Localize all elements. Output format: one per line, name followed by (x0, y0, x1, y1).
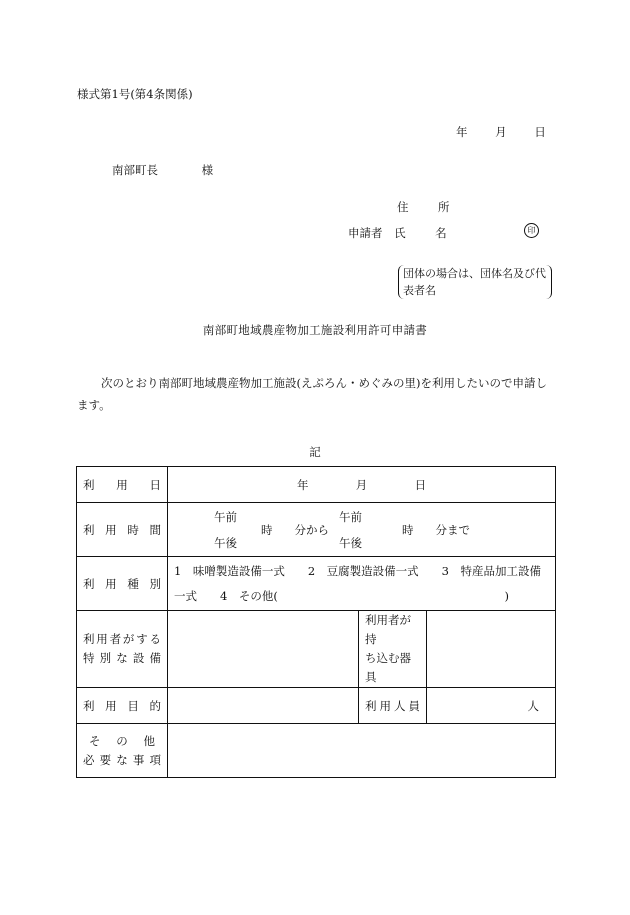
usage-time-field[interactable] (168, 503, 556, 557)
char: 日 (149, 477, 161, 492)
row-purpose (77, 688, 556, 724)
count-unit: 人 (527, 698, 539, 713)
char: 用 (105, 698, 117, 713)
date-month: 月 (495, 125, 507, 139)
other-matters-label (77, 724, 168, 778)
char: 他 (143, 733, 155, 748)
char: 者 (109, 632, 122, 646)
char: 利 (83, 477, 95, 492)
char: 必 (83, 752, 95, 767)
applicant-label: 申請者 (348, 226, 383, 240)
char: 種 (127, 576, 139, 591)
date-day: 日 (534, 125, 546, 139)
char: 備 (149, 651, 161, 665)
usage-date-field[interactable] (168, 467, 556, 503)
date-year: 年 (456, 125, 468, 139)
char: 事 (132, 752, 145, 767)
body-text: 次のとおり南部町地域農産物加工施設(えぷろん・めぐみの里)を利用したいので申請します。 (77, 376, 547, 412)
char: す (136, 632, 148, 646)
application-table (76, 466, 556, 778)
char: る (149, 632, 161, 646)
end-am-pm[interactable] (339, 504, 362, 556)
document-title: 南部町地域農産物加工施設利用許可申請書 (202, 323, 428, 337)
char: 間 (149, 522, 161, 537)
other-matters-field[interactable] (168, 724, 556, 778)
char: が (122, 632, 135, 646)
char: 利 (83, 632, 95, 646)
address-label: 住 所 (397, 200, 459, 214)
usage-type-field[interactable] (168, 557, 556, 611)
am-label: 午前 (214, 509, 237, 524)
attendee-count-field[interactable] (427, 688, 556, 724)
char: な (116, 651, 128, 665)
seal-icon: 印 (524, 223, 539, 238)
start-am-pm[interactable] (214, 504, 237, 556)
usage-month: 月 (355, 477, 368, 492)
until-label: 分まで (435, 522, 470, 537)
organization-note: 団体の場合は、団体名及び代表者名 (398, 265, 552, 299)
form-code: 様式第1号(第4条関係) (77, 87, 193, 101)
start-hour-label: 時 (261, 522, 273, 537)
char: 設 (132, 651, 145, 665)
usage-type-options-line1: 1 味噌製造設備一式 2 豆腐製造設備一式 3 特産品加工設備 (174, 563, 541, 578)
char: 要 (99, 752, 112, 767)
purpose-field[interactable] (168, 688, 359, 724)
char: 目 (127, 698, 139, 713)
row-usage-time (77, 503, 556, 557)
brought-equipment-label (359, 611, 427, 688)
char: な (116, 752, 128, 767)
application-date (456, 124, 546, 140)
usage-year: 年 (296, 477, 309, 492)
from-label: 分から (294, 522, 329, 537)
char: 項 (149, 752, 161, 767)
char: 人 (394, 698, 406, 713)
bring-label-line1: 利用者が持 (365, 613, 411, 646)
pm-label: 午後 (339, 535, 362, 550)
purpose-label (77, 688, 168, 724)
char: 利 (83, 698, 95, 713)
applicant-name-line (348, 225, 456, 241)
char: 利 (83, 576, 95, 591)
addressee-name: 南部町長 (112, 163, 158, 177)
char: 利 (365, 698, 377, 713)
char: 別 (99, 651, 112, 665)
row-other-matters (77, 724, 556, 778)
usage-day: 日 (414, 477, 427, 492)
usage-date-label (77, 467, 168, 503)
char: 用 (96, 632, 108, 646)
name-label: 氏 名 (394, 226, 456, 240)
row-special-equipment (77, 611, 556, 688)
am-label: 午前 (339, 509, 362, 524)
bring-label-line2: ち込む器具 (365, 651, 411, 684)
char: 用 (116, 477, 128, 492)
row-usage-type (77, 557, 556, 611)
char: 的 (149, 698, 161, 713)
special-equipment-label (77, 611, 168, 688)
honorific: 様 (201, 163, 214, 177)
ki-heading: 記 (309, 445, 321, 459)
char: の (116, 733, 128, 748)
char: 員 (408, 698, 420, 713)
char: 特 (83, 651, 95, 665)
char: 利 (83, 522, 95, 537)
char: 用 (105, 522, 117, 537)
usage-type-label (77, 557, 168, 611)
usage-type-options-line2: 一式 4 その他( (174, 588, 278, 603)
char: 別 (149, 576, 161, 591)
pm-label: 午後 (214, 535, 237, 550)
addressee (112, 162, 213, 178)
row-usage-date (77, 467, 556, 503)
special-equipment-field[interactable] (168, 611, 359, 688)
usage-type-close-paren: ) (504, 588, 509, 603)
brought-equipment-field[interactable] (427, 611, 556, 688)
char: そ (89, 733, 101, 748)
attendee-count-label (359, 688, 427, 724)
char: 用 (379, 698, 391, 713)
char: 時 (127, 522, 139, 537)
usage-time-label (77, 503, 168, 557)
char: 用 (105, 576, 117, 591)
end-hour-label: 時 (402, 522, 414, 537)
